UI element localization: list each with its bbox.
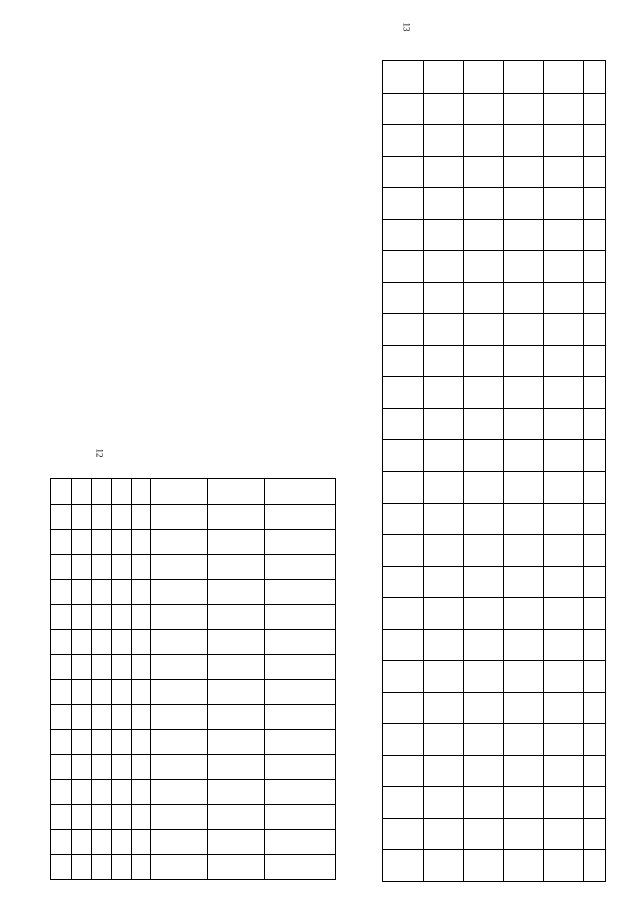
table-grid-line [51, 854, 335, 855]
table-grid-line [383, 345, 605, 346]
table-grid-line [51, 604, 335, 605]
table-grid-line [383, 723, 605, 724]
rotated-table-left [50, 478, 336, 880]
table-grid-line [383, 566, 605, 567]
table-grid-line [383, 786, 605, 787]
table-grid-line [383, 408, 605, 409]
table-grid-line [383, 250, 605, 251]
table-grid-line [383, 755, 605, 756]
table-grid-line [383, 156, 605, 157]
table-grid-line [51, 654, 335, 655]
table-grid-line [383, 282, 605, 283]
table-grid-line [383, 503, 605, 504]
table-grid-line [51, 804, 335, 805]
table-grid-line [51, 554, 335, 555]
table-grid-line [51, 504, 335, 505]
table-grid-line [51, 579, 335, 580]
table-grid-line [383, 534, 605, 535]
page-number: 13 [401, 22, 412, 32]
table-grid-line [383, 93, 605, 94]
rotated-table-right [382, 60, 606, 882]
page-number: 12 [94, 448, 105, 458]
table-grid-line [383, 124, 605, 125]
table-grid-line [383, 313, 605, 314]
table-grid-line [383, 818, 605, 819]
table-grid-line [383, 471, 605, 472]
table-grid-line [51, 704, 335, 705]
table-grid-line [383, 219, 605, 220]
table-grid-line [51, 529, 335, 530]
table-grid-line [51, 829, 335, 830]
table-grid-line [383, 849, 605, 850]
table-grid-line [383, 629, 605, 630]
table-grid-line [51, 679, 335, 680]
table-grid-line [383, 660, 605, 661]
table-grid-line [51, 754, 335, 755]
table-grid-line [51, 779, 335, 780]
table-grid-line [383, 187, 605, 188]
table-grid-line [51, 629, 335, 630]
table-grid-line [383, 376, 605, 377]
table-grid-line [51, 729, 335, 730]
table-grid-line [383, 597, 605, 598]
table-grid-line [383, 439, 605, 440]
table-grid-line [383, 692, 605, 693]
